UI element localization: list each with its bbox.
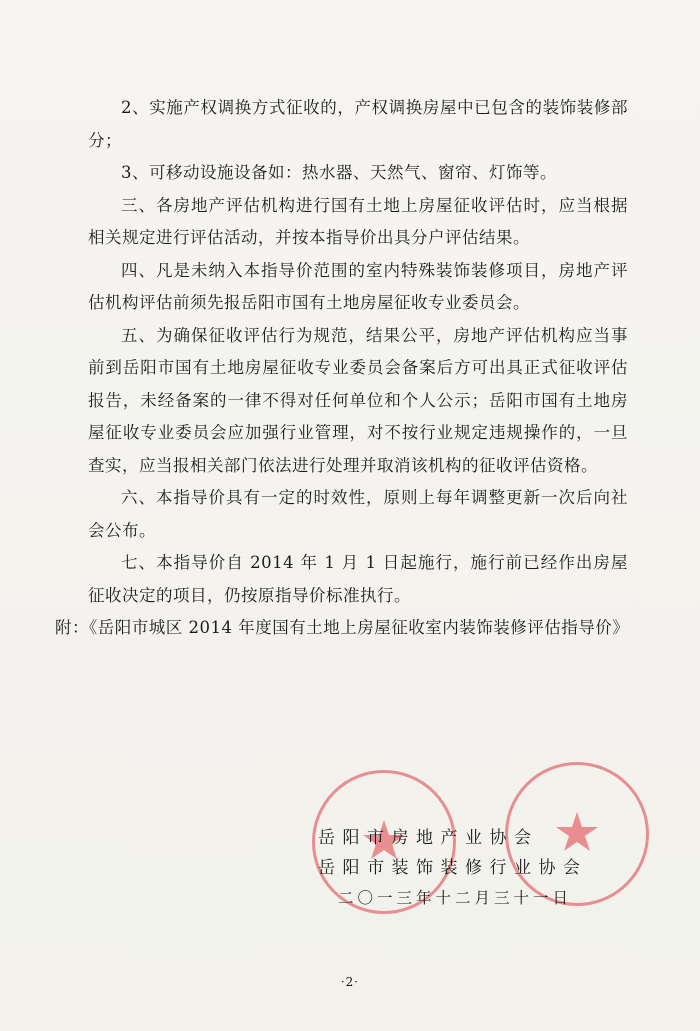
attachment-note: 附：《岳阳市城区 2014 年度国有土地上房屋征收室内装饰装修评估指导价》 xyxy=(55,618,630,637)
paragraph-section-4: 四、凡是未纳入本指导价范围的室内特殊装饰装修项目，房地产评估机构评估前须先报岳阳市国有土地房屋征收专业委员会。 xyxy=(88,260,628,312)
paragraph-item-2: 2、实施产权调换方式征收的，产权调换房屋中已包含的装饰装修部分； xyxy=(88,98,628,150)
signature-date: 二〇一三年十二月三十一日 xyxy=(338,889,573,907)
page-number: ·2· xyxy=(340,975,360,989)
paragraph-section-5: 五、为确保征收评估行为规范，结果公平，房地产评估机构应当事前到岳阳市国有土地房屋征收专业委员会备案后方可出具正式征收评估报告，未经备案的一律不得对任何单位和个人公示；岳阳市国有土地房屋征收专业委员会应加强行业管理，对不按行业规定违规操作的，一旦查实，应当报相关部门依法进行处理并取消该机构的征收评估资格。 xyxy=(88,325,628,475)
paragraph-item-3: 3、可移动设施设备如：热水器、天然气、窗帘、灯饰等。 xyxy=(121,163,557,182)
paragraph-section-6: 六、本指导价具有一定的时效性，原则上每年调整更新一次后向社会公布。 xyxy=(88,488,628,540)
body-text xyxy=(55,92,630,645)
paragraph-section-7: 七、本指导价自 2014 年 1 月 1 日起施行，施行前已经作出房屋征收决定的项目，仍按原指导价标准执行。 xyxy=(88,553,628,605)
signature-org-2: 岳阳市装饰装修行业协会 xyxy=(318,858,588,878)
signature-org-1: 岳阳市房地产业协会 xyxy=(318,828,539,848)
paragraph-section-3: 三、各房地产评估机构进行国有土地上房屋征收评估时，应当根据相关规定进行评估活动，并按本指导价出具分户评估结果。 xyxy=(88,195,628,247)
